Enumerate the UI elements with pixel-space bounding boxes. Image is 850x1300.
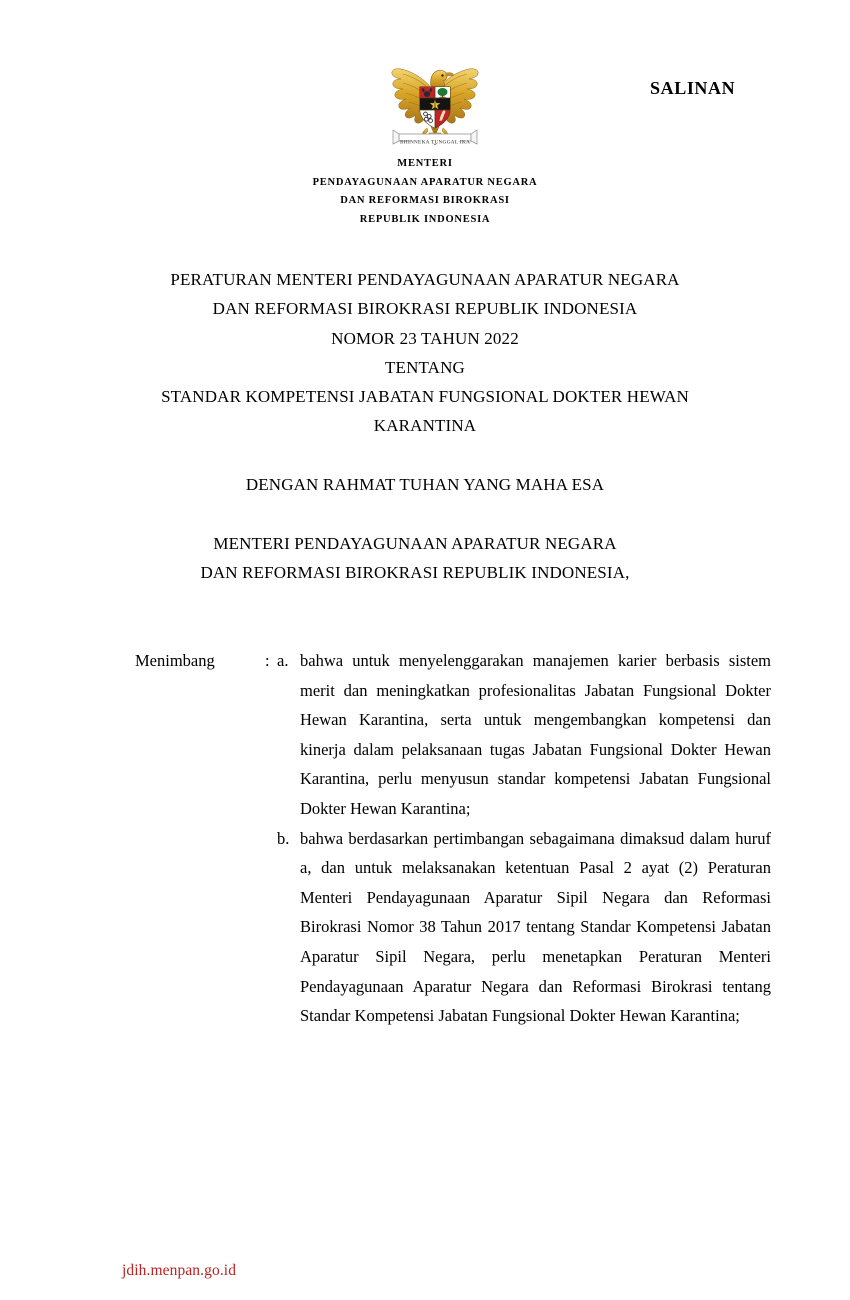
invocation-text: DENGAN RAHMAT TUHAN YANG MAHA ESA <box>245 475 605 494</box>
ministry-heading-line-2: PENDAYAGUNAAN APARATUR NEGARA <box>312 176 538 188</box>
title-line-1: PERATURAN MENTERI PENDAYAGUNAAN APARATUR NEGARA <box>170 270 680 289</box>
signatory-intro <box>75 529 755 588</box>
title-line-2: DAN REFORMASI BIROKRASI REPUBLIK INDONESIA <box>212 299 638 319</box>
signatory-intro-line-1: MENTERI PENDAYAGUNAAN APARATUR NEGARA <box>213 534 617 553</box>
page-title <box>85 265 765 441</box>
ministry-heading-line-3: DAN REFORMASI BIROKRASI <box>340 195 510 206</box>
title-subject-line-1: STANDAR KOMPETENSI JABATAN FUNGSIONAL DOKTER HEWAN <box>161 387 689 407</box>
considerations-section <box>135 646 771 1031</box>
ministry-heading-line-1: MENTERI <box>397 158 453 169</box>
signatory-intro-line-2: DAN REFORMASI BIROKRASI REPUBLIK INDONESIA, <box>200 563 630 583</box>
consideration-marker-a: a. <box>277 651 289 670</box>
garuda-pancasila-emblem-icon <box>383 55 487 155</box>
regulation-number: NOMOR 23 TAHUN 2022 <box>331 328 519 348</box>
footer-watermark: jdih.menpan.go.id <box>122 1262 237 1279</box>
considerations-label: Menimbang <box>135 651 215 670</box>
svg-text:BHINNEKA TUNGGAL IKA: BHINNEKA TUNGGAL IKA <box>399 139 471 146</box>
title-subject-line-2: KARANTINA <box>373 416 477 436</box>
copy-stamp-label: SALINAN <box>650 78 736 98</box>
consideration-item-b <box>135 824 771 1031</box>
consideration-item-a <box>135 646 771 824</box>
ministry-heading <box>225 155 625 229</box>
consideration-text-a: bahwa untuk menyelenggarakan manajemen karier berbasis sistem merit dan meningkatkan profesionalitas Jabatan Fungsional Dokter Hewan Karantina, serta untuk mengembangkan kompetensi dan kinerja dalam pelaksanaan tugas Jabatan Fungsional Dokter Hewan Karantina, perlu menyusun standar kompetensi Jabatan Fungsional Dokter Hewan Karantina; <box>300 651 771 818</box>
title-tentang-label: TENTANG <box>385 357 465 377</box>
consideration-marker-b: b. <box>277 828 290 848</box>
considerations-colon: : <box>265 651 270 670</box>
consideration-text-b: bahwa berdasarkan pertimbangan sebagaimana dimaksud dalam huruf a, dan untuk melaksanakan ketentuan Pasal 2 ayat (2) Peraturan Menteri Pendayagunaan Aparatur Sipil Negara dan Reformasi Birokrasi Nomor 38 Tahun 2017 tentang Standar Kompetensi Jabatan Aparatur Sipil Negara, perlu menetapkan Peraturan Menteri Pendayagunaan Aparatur Negara dan Reformasi Birokrasi tentang Standar Kompetensi Jabatan Fungsional Dokter Hewan Karantina; <box>300 828 771 1026</box>
ministry-heading-line-4: REPUBLIK INDONESIA <box>359 213 491 225</box>
document-header <box>0 0 850 245</box>
